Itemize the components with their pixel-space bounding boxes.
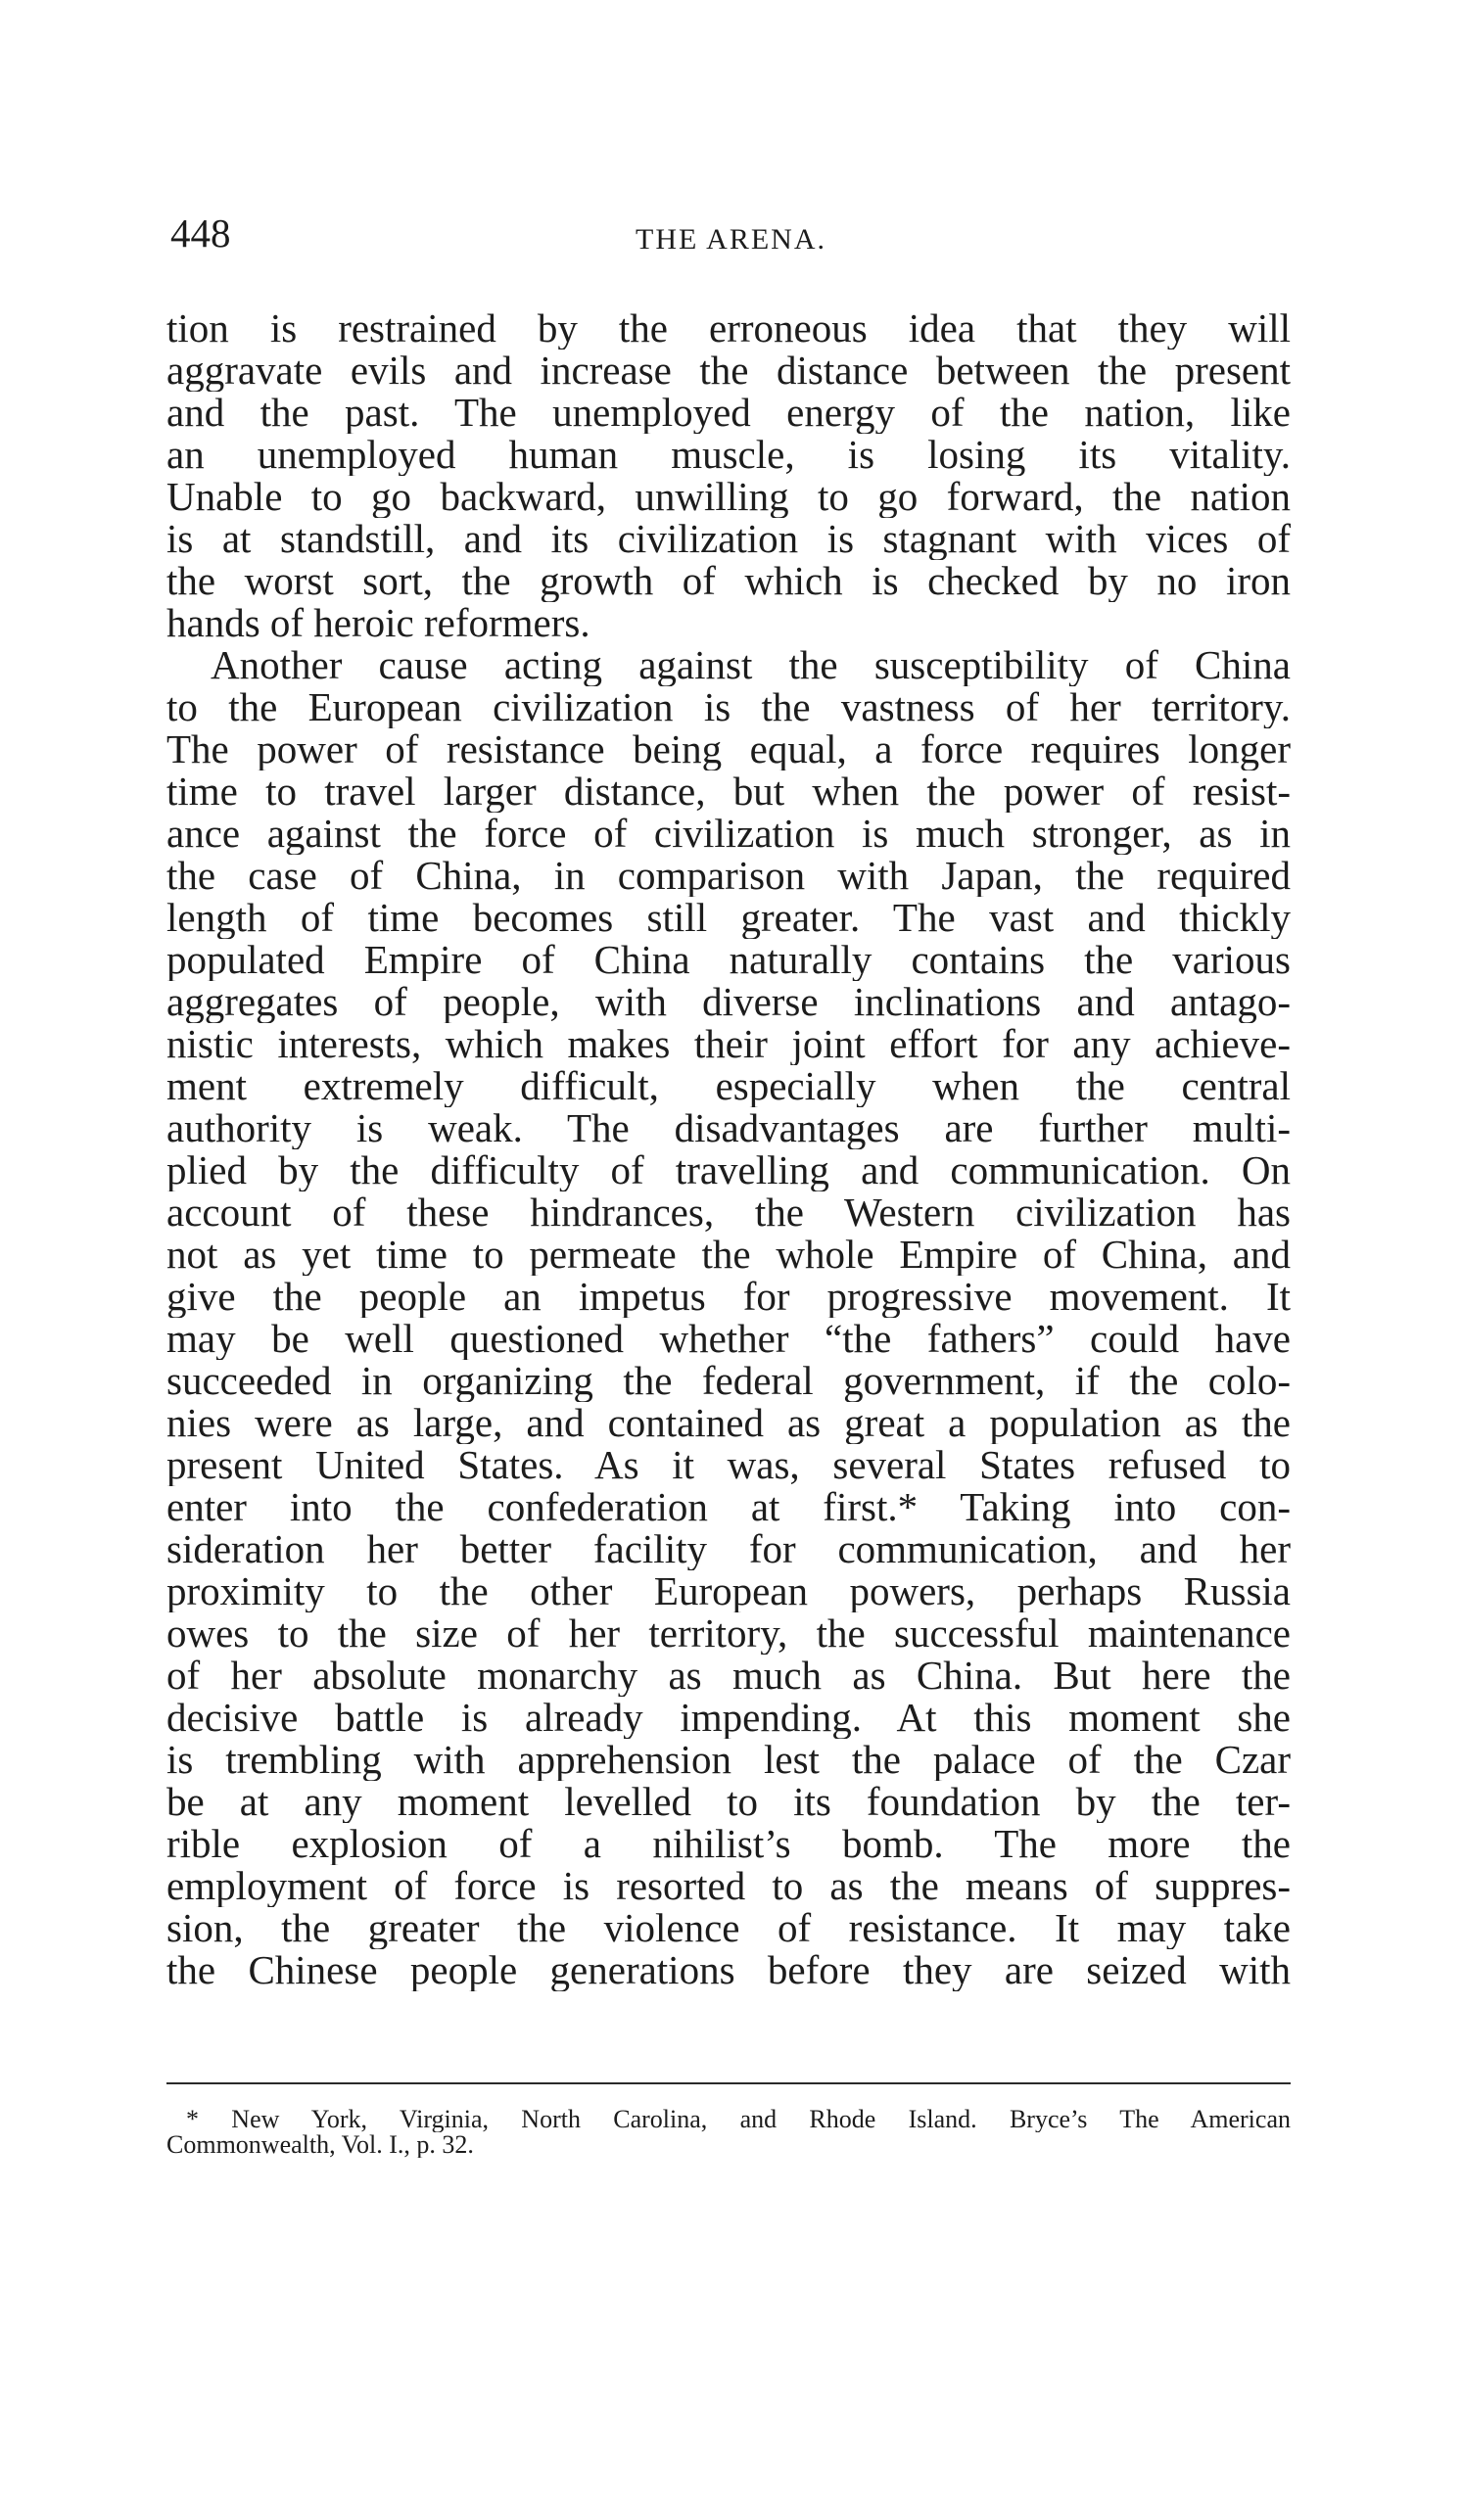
text-line: employment of force is resorted to as the means of suppres- — [166, 1865, 1291, 1907]
text-line: plied by the difficulty of travelling and communication. On — [166, 1149, 1291, 1191]
text-line: succeeded in organizing the federal government, if the colo- — [166, 1360, 1291, 1402]
text-line: ment extremely difficult, especially when the central — [166, 1065, 1291, 1107]
text-line: may be well questioned whether “the fathers” could have — [166, 1318, 1291, 1360]
text-line: nies were as large, and contained as great a population as the — [166, 1402, 1291, 1444]
text-line: to the European civilization is the vastness of her territory. — [166, 686, 1291, 728]
text-line: and the past. The unemployed energy of the nation, like — [166, 392, 1291, 434]
text-line: length of time becomes still greater. The vast and thickly — [166, 897, 1291, 939]
page-number: 448 — [170, 210, 231, 256]
text-line: is trembling with apprehension lest the palace of the Czar — [166, 1739, 1291, 1781]
text-line: Unable to go backward, unwilling to go forward, the nation — [166, 476, 1291, 518]
footnote-line: * New York, Virginia, North Carolina, and Rhode Island. Bryce’s The American — [186, 2107, 1291, 2132]
text-line: account of these hindrances, the Western civilization has — [166, 1191, 1291, 1234]
text-line: hands of heroic reformers. — [166, 602, 590, 644]
text-line: the case of China, in comparison with Japan, the required — [166, 855, 1291, 897]
text-line: nistic interests, which makes their joint effort for any achieve- — [166, 1023, 1291, 1065]
footnote — [166, 2107, 1291, 2158]
footnote-rule — [166, 2082, 1291, 2084]
text-line: owes to the size of her territory, the successful maintenance — [166, 1612, 1291, 1655]
text-line: rible explosion of a nihilist’s bomb. The more the — [166, 1823, 1291, 1865]
text-line: an unemployed human muscle, is losing its vitality. — [166, 434, 1291, 476]
text-line: the worst sort, the growth of which is checked by no iron — [166, 560, 1291, 602]
text-line: is at standstill, and its civilization is stagnant with vices of — [166, 518, 1291, 560]
text-line: aggregates of people, with diverse inclinations and antago- — [166, 981, 1291, 1023]
text-line: the Chinese people generations before they are seized with — [166, 1949, 1291, 1991]
text-line: time to travel larger distance, but when the power of resist- — [166, 770, 1291, 813]
text-line: not as yet time to permeate the whole Empire of China, and — [166, 1234, 1291, 1276]
text-line: be at any moment levelled to its foundation by the ter- — [166, 1781, 1291, 1823]
text-line: Another cause acting against the susceptibility of China — [211, 644, 1291, 686]
text-line: populated Empire of China naturally contains the various — [166, 939, 1291, 981]
text-line: enter into the confederation at first.* Taking into con- — [166, 1486, 1291, 1528]
text-line: tion is restrained by the erroneous idea that they will — [166, 307, 1291, 350]
text-line: sideration her better facility for communication, and her — [166, 1528, 1291, 1570]
body-text — [166, 307, 1291, 1991]
text-line: The power of resistance being equal, a force requires longer — [166, 728, 1291, 770]
text-line: present United States. As it was, several States refused to — [166, 1444, 1291, 1486]
text-line: aggravate evils and increase the distance between the present — [166, 350, 1291, 392]
text-line: authority is weak. The disadvantages are further multi- — [166, 1107, 1291, 1149]
text-line: give the people an impetus for progressive movement. It — [166, 1276, 1291, 1318]
text-line: proximity to the other European powers, perhaps Russia — [166, 1570, 1291, 1612]
text-line: sion, the greater the violence of resistance. It may take — [166, 1907, 1291, 1949]
running-head: THE ARENA. — [636, 223, 826, 256]
text-line: of her absolute monarchy as much as China. But here the — [166, 1655, 1291, 1697]
text-line: decisive battle is already impending. At this moment she — [166, 1697, 1291, 1739]
text-line: ance against the force of civilization is much stronger, as in — [166, 813, 1291, 855]
footnote-line: Commonwealth, Vol. I., p. 32. — [166, 2132, 474, 2158]
